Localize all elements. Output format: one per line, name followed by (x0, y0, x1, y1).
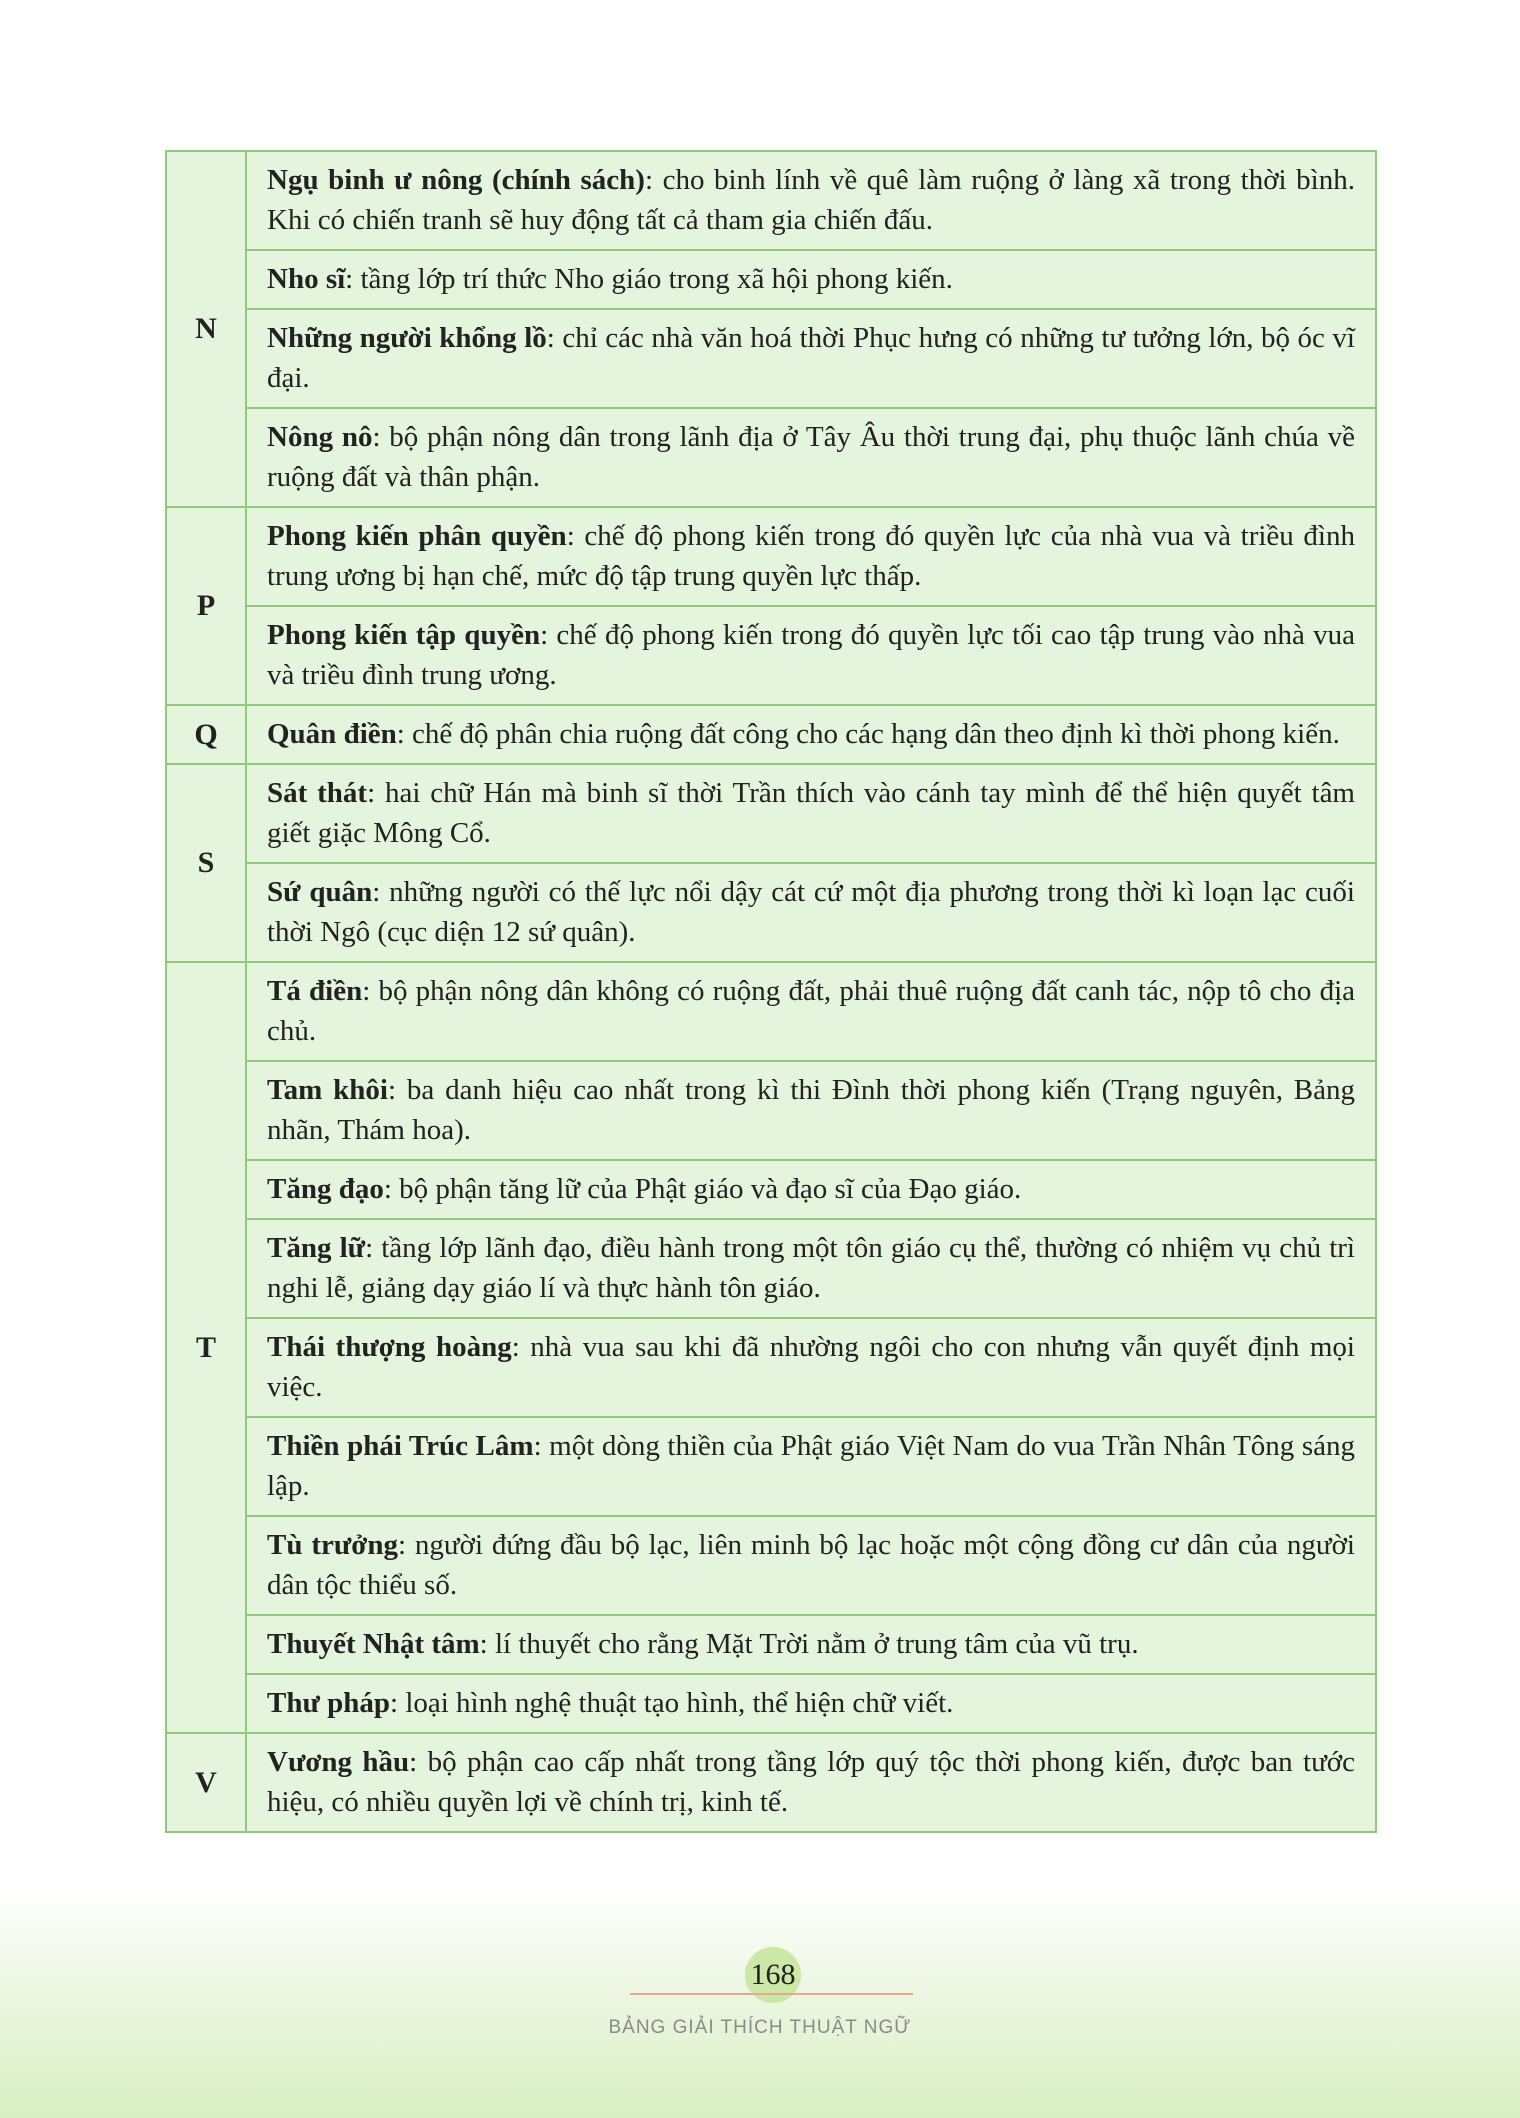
glossary-entry (246, 1733, 1376, 1832)
letter-heading: T (166, 962, 246, 1733)
glossary-row (166, 962, 1376, 1061)
glossary-term: Nông nô (267, 421, 373, 453)
glossary-row (166, 1674, 1376, 1733)
glossary-definition: : những người có thế lực nổi dậy cát cứ một địa phương trong thời kì loạn lạc cuối thời Ngô (cục diện 12 sứ quân). (267, 876, 1355, 948)
glossary-entry (246, 764, 1376, 863)
glossary-entry (246, 1061, 1376, 1160)
glossary-definition: : bộ phận cao cấp nhất trong tầng lớp quý tộc thời phong kiến, được ban tước hiệu, có nhiều quyền lợi về chính trị, kinh tế. (267, 1746, 1355, 1818)
glossary-entry (246, 705, 1376, 764)
glossary-entry (246, 408, 1376, 507)
glossary-row (166, 507, 1376, 606)
glossary-term: Phong kiến phân quyền (267, 520, 567, 552)
page-number: 168 (750, 1958, 796, 1991)
glossary-entry (246, 1674, 1376, 1733)
glossary-term: Ngụ binh ư nông (chính sách) (267, 164, 645, 196)
bottom-gradient-band (0, 1890, 1520, 2118)
glossary-definition: : nhà vua sau khi đã nhường ngôi cho con nhưng vẫn quyết định mọi việc. (267, 1331, 1355, 1403)
glossary-definition: : ba danh hiệu cao nhất trong kì thi Đình thời phong kiến (Trạng nguyên, Bảng nhãn, Thám hoa). (267, 1074, 1355, 1146)
glossary-row (166, 764, 1376, 863)
glossary-entry (246, 1417, 1376, 1516)
glossary-definition: : chế độ phong kiến trong đó quyền lực tối cao tập trung vào nhà vua và triều đình trung ương. (267, 619, 1356, 691)
glossary-definition: : tầng lớp lãnh đạo, điều hành trong một tôn giáo cụ thể, thường có nhiệm vụ chủ trì nghi lễ, giảng dạy giáo lí và thực hành tôn giáo. (267, 1232, 1355, 1304)
glossary-row (166, 1318, 1376, 1417)
glossary-row (166, 1516, 1376, 1615)
glossary-row (166, 705, 1376, 764)
glossary-term: Tù trưởng (267, 1529, 398, 1561)
glossary-definition: : cho binh lính về quê làm ruộng ở làng xã trong thời bình. Khi có chiến tranh sẽ huy động tất cả tham gia chiến đấu. (267, 164, 1355, 236)
glossary-definition: : chỉ các nhà văn hoá thời Phục hưng có những tư tưởng lớn, bộ óc vĩ đại. (267, 322, 1355, 394)
glossary-entry (246, 151, 1376, 250)
glossary-definition: : người đứng đầu bộ lạc, liên minh bộ lạc hoặc một cộng đồng cư dân của người dân tộc thiểu số. (267, 1529, 1355, 1601)
glossary-term: Thư pháp (267, 1687, 391, 1719)
glossary-term: Sát thát (267, 777, 368, 809)
glossary-entry (246, 507, 1376, 606)
glossary-definition: : bộ phận tăng lữ của Phật giáo và đạo sĩ của Đạo giáo. (383, 1173, 1022, 1205)
glossary-row (166, 250, 1376, 309)
glossary-definition: : loại hình nghệ thuật tạo hình, thể hiện chữ viết. (390, 1687, 954, 1719)
glossary-row (166, 1733, 1376, 1832)
letter-heading: Q (166, 705, 246, 764)
glossary-term: Thái thượng hoàng (267, 1331, 512, 1363)
glossary-term: Tăng lữ (267, 1232, 366, 1264)
glossary-table (165, 150, 1377, 1833)
glossary-term: Phong kiến tập quyền (267, 619, 541, 651)
glossary-definition: : bộ phận nông dân trong lãnh địa ở Tây Âu thời trung đại, phụ thuộc lãnh chúa về ruộng đất và thân phận. (267, 421, 1355, 493)
glossary-row (166, 408, 1376, 507)
glossary-definition: : chế độ phân chia ruộng đất công cho các hạng dân theo định kì thời phong kiến. (396, 718, 1340, 750)
glossary-term: Thuyết Nhật tâm (267, 1628, 480, 1660)
glossary-row (166, 1219, 1376, 1318)
glossary-term: Nho sĩ (267, 263, 346, 295)
glossary-row (166, 606, 1376, 705)
glossary-entry (246, 1160, 1376, 1219)
glossary-term: Tam khôi (267, 1074, 388, 1106)
glossary-term: Thiền phái Trúc Lâm (267, 1430, 534, 1462)
glossary-definition: : bộ phận nông dân không có ruộng đất, phải thuê ruộng đất canh tác, nộp tô cho địa chủ. (267, 975, 1356, 1047)
glossary-entry (246, 606, 1376, 705)
glossary-entry (246, 863, 1376, 962)
glossary-term: Vương hầu (267, 1746, 410, 1778)
glossary-row (166, 151, 1376, 250)
glossary-term: Tá điền (267, 975, 363, 1007)
glossary-term: Tăng đạo (267, 1173, 384, 1205)
glossary-definition: : hai chữ Hán mà binh sĩ thời Trần thích vào cánh tay mình để thể hiện quyết tâm giết giặc Mông Cổ. (267, 777, 1355, 849)
glossary-entry (246, 962, 1376, 1061)
glossary-definition: : lí thuyết cho rằng Mặt Trời nằm ở trung tâm của vũ trụ. (479, 1628, 1139, 1660)
glossary-term: Sứ quân (267, 876, 373, 908)
glossary-definition: : chế độ phong kiến trong đó quyền lực của nhà vua và triều đình trung ương bị hạn chế, mức độ tập trung quyền lực thấp. (267, 520, 1355, 592)
glossary-term: Những người khổng lồ (267, 322, 547, 354)
footer-section-title: BẢNG GIẢI THÍCH THUẬT NGỮ (608, 2017, 912, 2038)
glossary-entry (246, 1219, 1376, 1318)
glossary-entry (246, 250, 1376, 309)
glossary-definition: : một dòng thiền của Phật giáo Việt Nam do vua Trần Nhân Tông sáng lập. (267, 1430, 1356, 1502)
glossary-entry (246, 1615, 1376, 1674)
letter-heading: P (166, 507, 246, 705)
letter-heading: S (166, 764, 246, 962)
glossary-definition: : tầng lớp trí thức Nho giáo trong xã hội phong kiến. (345, 263, 953, 295)
glossary-row (166, 1160, 1376, 1219)
footer-divider (630, 1993, 913, 1995)
glossary-row (166, 1615, 1376, 1674)
letter-heading: N (166, 151, 246, 507)
letter-heading: V (166, 1733, 246, 1832)
glossary-term: Quân điền (267, 718, 397, 750)
glossary-row (166, 1061, 1376, 1160)
glossary-row (166, 863, 1376, 962)
glossary-entry (246, 1318, 1376, 1417)
glossary-row (166, 1417, 1376, 1516)
glossary-row (166, 309, 1376, 408)
glossary-entry (246, 309, 1376, 408)
glossary-entry (246, 1516, 1376, 1615)
